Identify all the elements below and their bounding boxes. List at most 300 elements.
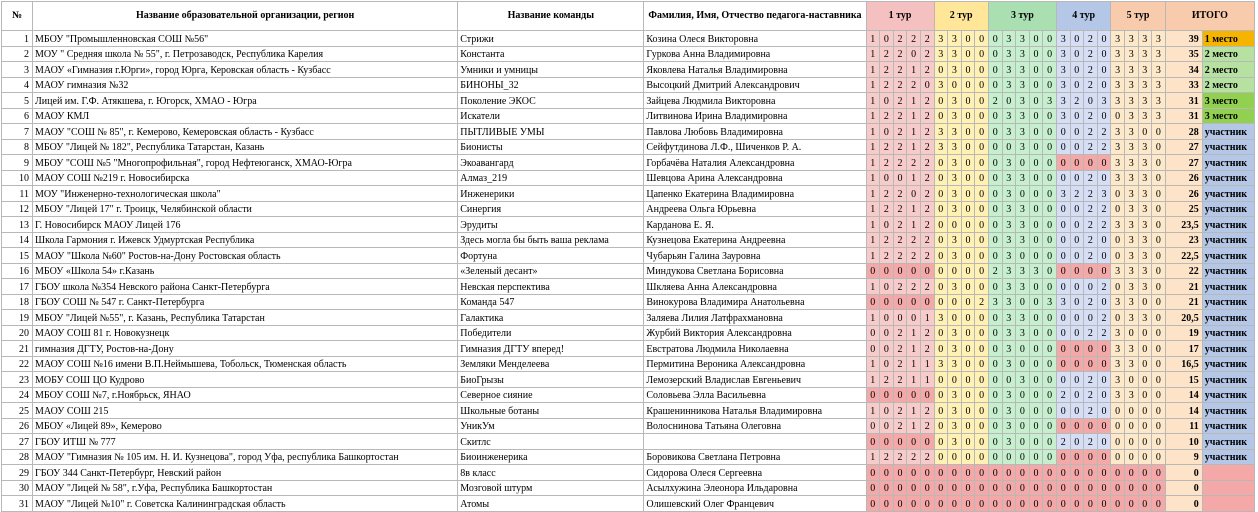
- score-tour-4[interactable]: 2: [1084, 186, 1098, 202]
- teacher-cell[interactable]: Андреева Ольга Юрьевна: [644, 201, 866, 217]
- score-tour-1[interactable]: 2: [920, 449, 934, 465]
- score-tour-3[interactable]: 0: [1043, 465, 1057, 481]
- org-cell[interactable]: ГБОУ школа №354 Невского района Санкт-Петербурга: [33, 279, 458, 295]
- score-tour-2[interactable]: 0: [975, 155, 989, 171]
- header-teacher[interactable]: Фамилия, Имя, Отчество педагога-наставника: [644, 2, 866, 31]
- score-tour-1[interactable]: 0: [866, 263, 880, 279]
- score-tour-2[interactable]: 0: [934, 232, 948, 248]
- score-tour-4[interactable]: 3: [1056, 31, 1070, 47]
- score-tour-5[interactable]: 3: [1124, 201, 1138, 217]
- score-tour-5[interactable]: 0: [1152, 263, 1166, 279]
- score-tour-3[interactable]: 0: [1029, 248, 1043, 264]
- score-tour-4[interactable]: 0: [1056, 124, 1070, 140]
- total-cell[interactable]: 23: [1165, 232, 1202, 248]
- score-tour-1[interactable]: 2: [893, 62, 907, 78]
- row-number[interactable]: 17: [2, 279, 33, 295]
- score-tour-3[interactable]: 0: [1002, 496, 1016, 512]
- org-cell[interactable]: МБОУ "Промышленновская СОШ №56": [33, 31, 458, 47]
- total-cell[interactable]: 31: [1165, 108, 1202, 124]
- score-tour-5[interactable]: 0: [1111, 201, 1125, 217]
- score-tour-4[interactable]: 0: [1084, 496, 1098, 512]
- score-tour-3[interactable]: 3: [1016, 108, 1030, 124]
- score-tour-3[interactable]: 0: [1029, 465, 1043, 481]
- score-tour-2[interactable]: 0: [975, 186, 989, 202]
- score-tour-5[interactable]: 0: [1138, 124, 1152, 140]
- score-tour-1[interactable]: 0: [920, 263, 934, 279]
- total-cell[interactable]: 26: [1165, 186, 1202, 202]
- place-badge[interactable]: участник: [1202, 449, 1254, 465]
- score-tour-5[interactable]: 0: [1111, 310, 1125, 326]
- score-tour-4[interactable]: 3: [1056, 62, 1070, 78]
- score-tour-3[interactable]: 0: [1043, 449, 1057, 465]
- score-tour-3[interactable]: 0: [988, 46, 1002, 62]
- score-tour-5[interactable]: 0: [1152, 279, 1166, 295]
- org-cell[interactable]: МАОУ СОШ №219 г. Новосибирска: [33, 170, 458, 186]
- score-tour-2[interactable]: 3: [948, 31, 962, 47]
- score-tour-4[interactable]: 0: [1084, 93, 1098, 109]
- total-cell[interactable]: 21: [1165, 279, 1202, 295]
- score-tour-2[interactable]: 0: [934, 449, 948, 465]
- score-tour-5[interactable]: 3: [1124, 263, 1138, 279]
- score-tour-4[interactable]: 3: [1097, 186, 1111, 202]
- score-tour-1[interactable]: 2: [907, 279, 921, 295]
- score-tour-3[interactable]: 0: [988, 341, 1002, 357]
- score-tour-2[interactable]: 3: [934, 139, 948, 155]
- total-cell[interactable]: 33: [1165, 77, 1202, 93]
- team-cell[interactable]: Эрудиты: [458, 217, 644, 233]
- score-tour-4[interactable]: 0: [1070, 155, 1084, 171]
- score-tour-3[interactable]: 0: [1029, 418, 1043, 434]
- place-badge[interactable]: участник: [1202, 356, 1254, 372]
- row-number[interactable]: 31: [2, 496, 33, 512]
- score-tour-3[interactable]: 0: [988, 62, 1002, 78]
- score-tour-4[interactable]: 0: [1097, 387, 1111, 403]
- score-tour-5[interactable]: 3: [1138, 201, 1152, 217]
- score-tour-5[interactable]: 0: [1111, 449, 1125, 465]
- score-tour-1[interactable]: 2: [920, 217, 934, 233]
- score-tour-2[interactable]: 0: [961, 356, 975, 372]
- score-tour-1[interactable]: 0: [880, 496, 894, 512]
- teacher-cell[interactable]: Заляева Лилия Латфрахмановна: [644, 310, 866, 326]
- team-cell[interactable]: Экоавангард: [458, 155, 644, 171]
- score-tour-2[interactable]: 2: [975, 294, 989, 310]
- score-tour-5[interactable]: 0: [1138, 496, 1152, 512]
- header-tour-4[interactable]: 4 тур: [1056, 2, 1110, 31]
- score-tour-4[interactable]: 3: [1056, 294, 1070, 310]
- score-tour-3[interactable]: 0: [1016, 341, 1030, 357]
- score-tour-5[interactable]: 3: [1138, 31, 1152, 47]
- score-tour-5[interactable]: 0: [1138, 449, 1152, 465]
- score-tour-2[interactable]: 0: [975, 418, 989, 434]
- score-tour-4[interactable]: 0: [1070, 217, 1084, 233]
- score-tour-2[interactable]: 0: [948, 310, 962, 326]
- score-tour-3[interactable]: 0: [1029, 449, 1043, 465]
- score-tour-5[interactable]: 3: [1124, 170, 1138, 186]
- row-number[interactable]: 24: [2, 387, 33, 403]
- score-tour-2[interactable]: 0: [975, 356, 989, 372]
- score-tour-2[interactable]: 3: [948, 139, 962, 155]
- score-tour-3[interactable]: 0: [1043, 372, 1057, 388]
- score-tour-1[interactable]: 0: [866, 465, 880, 481]
- score-tour-1[interactable]: 0: [880, 403, 894, 419]
- score-tour-3[interactable]: 0: [988, 480, 1002, 496]
- score-tour-1[interactable]: 1: [866, 248, 880, 264]
- score-tour-3[interactable]: 0: [1043, 248, 1057, 264]
- team-cell[interactable]: Здесь могла бы быть ваша реклама: [458, 232, 644, 248]
- score-tour-3[interactable]: 0: [988, 201, 1002, 217]
- score-tour-2[interactable]: 0: [961, 170, 975, 186]
- teacher-cell[interactable]: Крашенинникова Наталья Владимировна: [644, 403, 866, 419]
- score-tour-3[interactable]: 0: [988, 372, 1002, 388]
- score-tour-4[interactable]: 0: [1097, 480, 1111, 496]
- row-number[interactable]: 14: [2, 232, 33, 248]
- score-tour-4[interactable]: 0: [1084, 449, 1098, 465]
- score-tour-4[interactable]: 0: [1070, 232, 1084, 248]
- header-tour-2[interactable]: 2 тур: [934, 2, 988, 31]
- score-tour-3[interactable]: 3: [1016, 325, 1030, 341]
- score-tour-5[interactable]: 0: [1152, 496, 1166, 512]
- score-tour-3[interactable]: 3: [1016, 139, 1030, 155]
- score-tour-5[interactable]: 0: [1152, 356, 1166, 372]
- score-tour-5[interactable]: 3: [1138, 139, 1152, 155]
- score-tour-2[interactable]: 0: [975, 201, 989, 217]
- score-tour-2[interactable]: 0: [961, 449, 975, 465]
- score-tour-3[interactable]: 0: [988, 449, 1002, 465]
- score-tour-3[interactable]: 2: [988, 263, 1002, 279]
- score-tour-3[interactable]: 0: [1029, 403, 1043, 419]
- header-tour-3[interactable]: 3 тур: [988, 2, 1056, 31]
- score-tour-4[interactable]: 0: [1097, 403, 1111, 419]
- header-org[interactable]: Название образовательной организации, регион: [33, 2, 458, 31]
- score-tour-4[interactable]: 2: [1084, 217, 1098, 233]
- score-tour-5[interactable]: 0: [1111, 465, 1125, 481]
- score-tour-5[interactable]: 0: [1124, 403, 1138, 419]
- score-tour-5[interactable]: 0: [1124, 449, 1138, 465]
- org-cell[interactable]: МАОУ "Лицей № 58", г.Уфа, Республика Башкортостан: [33, 480, 458, 496]
- score-tour-4[interactable]: 2: [1070, 186, 1084, 202]
- place-badge[interactable]: 2 место: [1202, 62, 1254, 78]
- score-tour-4[interactable]: 0: [1056, 170, 1070, 186]
- score-tour-3[interactable]: 0: [1043, 418, 1057, 434]
- score-tour-1[interactable]: 1: [907, 93, 921, 109]
- score-tour-4[interactable]: 0: [1070, 279, 1084, 295]
- score-tour-4[interactable]: 2: [1084, 248, 1098, 264]
- score-tour-4[interactable]: 2: [1097, 139, 1111, 155]
- score-tour-1[interactable]: 1: [866, 46, 880, 62]
- score-tour-3[interactable]: 0: [1029, 496, 1043, 512]
- score-tour-3[interactable]: 0: [1043, 496, 1057, 512]
- place-badge[interactable]: участник: [1202, 139, 1254, 155]
- score-tour-3[interactable]: 3: [1002, 403, 1016, 419]
- row-number[interactable]: 10: [2, 170, 33, 186]
- score-tour-1[interactable]: 2: [920, 108, 934, 124]
- score-tour-4[interactable]: 2: [1097, 310, 1111, 326]
- score-tour-1[interactable]: 2: [907, 232, 921, 248]
- score-tour-4[interactable]: 2: [1084, 201, 1098, 217]
- place-badge[interactable]: 3 место: [1202, 108, 1254, 124]
- score-tour-1[interactable]: 1: [866, 77, 880, 93]
- place-badge[interactable]: участник: [1202, 310, 1254, 326]
- score-tour-3[interactable]: 3: [1016, 232, 1030, 248]
- total-cell[interactable]: 28: [1165, 124, 1202, 140]
- score-tour-1[interactable]: 2: [880, 372, 894, 388]
- score-tour-2[interactable]: 0: [961, 93, 975, 109]
- score-tour-2[interactable]: 0: [934, 480, 948, 496]
- total-cell[interactable]: 27: [1165, 139, 1202, 155]
- teacher-cell[interactable]: Олишевский Олег Францевич: [644, 496, 866, 512]
- score-tour-1[interactable]: 1: [907, 217, 921, 233]
- score-tour-3[interactable]: 0: [988, 170, 1002, 186]
- score-tour-2[interactable]: 0: [948, 263, 962, 279]
- score-tour-2[interactable]: 0: [975, 496, 989, 512]
- score-tour-3[interactable]: 0: [988, 31, 1002, 47]
- score-tour-3[interactable]: 3: [1016, 124, 1030, 140]
- score-tour-1[interactable]: 1: [866, 31, 880, 47]
- score-tour-1[interactable]: 2: [880, 62, 894, 78]
- score-tour-1[interactable]: 1: [866, 356, 880, 372]
- place-badge[interactable]: участник: [1202, 186, 1254, 202]
- score-tour-3[interactable]: 3: [1002, 62, 1016, 78]
- score-tour-4[interactable]: 0: [1097, 46, 1111, 62]
- teacher-cell[interactable]: Высоцкий Дмитрий Александрович: [644, 77, 866, 93]
- score-tour-2[interactable]: 0: [934, 496, 948, 512]
- score-tour-3[interactable]: 0: [1016, 294, 1030, 310]
- score-tour-3[interactable]: 3: [1002, 155, 1016, 171]
- score-tour-3[interactable]: 0: [1043, 217, 1057, 233]
- score-tour-5[interactable]: 0: [1138, 434, 1152, 450]
- score-tour-1[interactable]: 2: [907, 31, 921, 47]
- score-tour-1[interactable]: 0: [893, 434, 907, 450]
- score-tour-4[interactable]: 0: [1056, 341, 1070, 357]
- score-tour-3[interactable]: 0: [1029, 294, 1043, 310]
- score-tour-1[interactable]: 0: [907, 387, 921, 403]
- score-tour-4[interactable]: 0: [1097, 62, 1111, 78]
- total-cell[interactable]: 16,5: [1165, 356, 1202, 372]
- score-tour-1[interactable]: 1: [866, 201, 880, 217]
- score-tour-5[interactable]: 3: [1138, 279, 1152, 295]
- score-tour-1[interactable]: 0: [866, 480, 880, 496]
- score-tour-2[interactable]: 0: [934, 93, 948, 109]
- score-tour-3[interactable]: 0: [1029, 387, 1043, 403]
- score-tour-1[interactable]: 2: [920, 232, 934, 248]
- header-itogo[interactable]: ИТОГО: [1165, 2, 1254, 31]
- place-badge[interactable]: участник: [1202, 232, 1254, 248]
- score-tour-1[interactable]: 0: [880, 170, 894, 186]
- score-tour-2[interactable]: 3: [948, 108, 962, 124]
- score-tour-3[interactable]: 0: [1029, 310, 1043, 326]
- score-tour-3[interactable]: 0: [988, 310, 1002, 326]
- score-tour-2[interactable]: 0: [934, 294, 948, 310]
- team-cell[interactable]: Земляки Менделеева: [458, 356, 644, 372]
- score-tour-4[interactable]: 0: [1070, 294, 1084, 310]
- score-tour-2[interactable]: 0: [934, 201, 948, 217]
- score-tour-4[interactable]: 0: [1070, 341, 1084, 357]
- score-tour-3[interactable]: 3: [1002, 108, 1016, 124]
- score-tour-1[interactable]: 2: [880, 248, 894, 264]
- score-tour-1[interactable]: 0: [907, 263, 921, 279]
- score-tour-2[interactable]: 0: [961, 372, 975, 388]
- row-number[interactable]: 21: [2, 341, 33, 357]
- score-tour-4[interactable]: 0: [1084, 341, 1098, 357]
- score-tour-2[interactable]: 3: [948, 325, 962, 341]
- total-cell[interactable]: 14: [1165, 403, 1202, 419]
- score-tour-5[interactable]: 3: [1111, 46, 1125, 62]
- score-tour-5[interactable]: 3: [1124, 77, 1138, 93]
- score-tour-4[interactable]: 2: [1097, 325, 1111, 341]
- row-number[interactable]: 4: [2, 77, 33, 93]
- score-tour-3[interactable]: 0: [988, 186, 1002, 202]
- teacher-cell[interactable]: Сейфутдинова Л.Ф., Шиченков Р. А.: [644, 139, 866, 155]
- score-tour-2[interactable]: 3: [948, 155, 962, 171]
- score-tour-5[interactable]: 3: [1138, 310, 1152, 326]
- score-tour-2[interactable]: 0: [934, 279, 948, 295]
- score-tour-3[interactable]: 3: [1002, 341, 1016, 357]
- score-tour-2[interactable]: 0: [961, 465, 975, 481]
- score-tour-5[interactable]: 3: [1124, 341, 1138, 357]
- row-number[interactable]: 8: [2, 139, 33, 155]
- score-tour-5[interactable]: 3: [1152, 77, 1166, 93]
- score-tour-3[interactable]: 0: [1029, 341, 1043, 357]
- total-cell[interactable]: 19: [1165, 325, 1202, 341]
- score-tour-4[interactable]: 0: [1070, 449, 1084, 465]
- score-tour-1[interactable]: 0: [866, 496, 880, 512]
- score-tour-2[interactable]: 0: [934, 434, 948, 450]
- score-tour-5[interactable]: 3: [1124, 387, 1138, 403]
- score-tour-1[interactable]: 0: [893, 170, 907, 186]
- team-cell[interactable]: Умники и умницы: [458, 62, 644, 78]
- row-number[interactable]: 27: [2, 434, 33, 450]
- score-tour-5[interactable]: 3: [1138, 232, 1152, 248]
- score-tour-2[interactable]: 0: [961, 201, 975, 217]
- score-tour-5[interactable]: 3: [1111, 294, 1125, 310]
- score-tour-2[interactable]: 3: [948, 62, 962, 78]
- score-tour-4[interactable]: 0: [1070, 62, 1084, 78]
- score-tour-4[interactable]: 0: [1070, 108, 1084, 124]
- score-tour-4[interactable]: 0: [1056, 310, 1070, 326]
- score-tour-3[interactable]: 0: [1043, 186, 1057, 202]
- score-tour-3[interactable]: 0: [1029, 434, 1043, 450]
- score-tour-5[interactable]: 0: [1138, 480, 1152, 496]
- score-tour-3[interactable]: 0: [1016, 418, 1030, 434]
- score-tour-4[interactable]: 0: [1097, 356, 1111, 372]
- score-tour-1[interactable]: 2: [893, 155, 907, 171]
- score-tour-3[interactable]: 0: [1016, 248, 1030, 264]
- score-tour-1[interactable]: 0: [893, 263, 907, 279]
- score-tour-3[interactable]: 3: [1002, 263, 1016, 279]
- score-tour-1[interactable]: 2: [920, 418, 934, 434]
- team-cell[interactable]: Невская перспектива: [458, 279, 644, 295]
- score-tour-5[interactable]: 3: [1111, 341, 1125, 357]
- score-tour-4[interactable]: 3: [1097, 93, 1111, 109]
- score-tour-1[interactable]: 1: [866, 403, 880, 419]
- score-tour-5[interactable]: 0: [1152, 294, 1166, 310]
- score-tour-3[interactable]: 0: [1029, 77, 1043, 93]
- score-tour-3[interactable]: 3: [1016, 170, 1030, 186]
- place-badge[interactable]: участник: [1202, 403, 1254, 419]
- team-cell[interactable]: 8в класс: [458, 465, 644, 481]
- score-tour-1[interactable]: 0: [866, 418, 880, 434]
- score-tour-1[interactable]: 2: [880, 186, 894, 202]
- score-tour-3[interactable]: 0: [988, 124, 1002, 140]
- score-tour-1[interactable]: 0: [907, 46, 921, 62]
- score-tour-2[interactable]: 0: [961, 310, 975, 326]
- org-cell[interactable]: МАОУ "Лицей №10" г. Советска Калининградская область: [33, 496, 458, 512]
- teacher-cell[interactable]: Гуркова Анна Владимировна: [644, 46, 866, 62]
- score-tour-5[interactable]: 3: [1138, 263, 1152, 279]
- score-tour-4[interactable]: 2: [1084, 31, 1098, 47]
- score-tour-1[interactable]: 0: [893, 480, 907, 496]
- score-tour-5[interactable]: 0: [1124, 496, 1138, 512]
- org-cell[interactable]: МБОУ "Лицей №55", г. Казань, Республика Татарстан: [33, 310, 458, 326]
- score-tour-1[interactable]: 1: [866, 372, 880, 388]
- score-tour-4[interactable]: 0: [1084, 155, 1098, 171]
- score-tour-2[interactable]: 0: [975, 310, 989, 326]
- score-tour-3[interactable]: 0: [1043, 356, 1057, 372]
- score-tour-1[interactable]: 2: [893, 93, 907, 109]
- score-tour-4[interactable]: 0: [1070, 263, 1084, 279]
- score-tour-4[interactable]: 0: [1070, 372, 1084, 388]
- score-tour-3[interactable]: 0: [988, 155, 1002, 171]
- score-tour-2[interactable]: 0: [975, 403, 989, 419]
- score-tour-2[interactable]: 0: [975, 387, 989, 403]
- score-tour-5[interactable]: 3: [1138, 46, 1152, 62]
- score-tour-4[interactable]: 0: [1070, 31, 1084, 47]
- team-cell[interactable]: Скитлс: [458, 434, 644, 450]
- score-tour-1[interactable]: 2: [920, 341, 934, 357]
- row-number[interactable]: 16: [2, 263, 33, 279]
- score-tour-3[interactable]: 0: [988, 232, 1002, 248]
- score-tour-2[interactable]: 3: [948, 124, 962, 140]
- score-tour-5[interactable]: 0: [1152, 248, 1166, 264]
- score-tour-5[interactable]: 0: [1138, 418, 1152, 434]
- header-team[interactable]: Название команды: [458, 2, 644, 31]
- score-tour-2[interactable]: 3: [948, 201, 962, 217]
- score-tour-3[interactable]: 0: [1043, 325, 1057, 341]
- score-tour-2[interactable]: 3: [934, 356, 948, 372]
- score-tour-5[interactable]: 0: [1152, 372, 1166, 388]
- score-tour-3[interactable]: 0: [1002, 372, 1016, 388]
- score-tour-5[interactable]: 3: [1152, 31, 1166, 47]
- score-tour-5[interactable]: 0: [1152, 341, 1166, 357]
- score-tour-1[interactable]: 2: [893, 201, 907, 217]
- score-tour-5[interactable]: 3: [1138, 155, 1152, 171]
- score-tour-1[interactable]: 2: [880, 139, 894, 155]
- score-tour-3[interactable]: 0: [1043, 170, 1057, 186]
- score-tour-2[interactable]: 0: [975, 341, 989, 357]
- score-tour-4[interactable]: 0: [1056, 418, 1070, 434]
- org-cell[interactable]: Г. Новосибирск МАОУ Лицей 176: [33, 217, 458, 233]
- score-tour-3[interactable]: 0: [1016, 387, 1030, 403]
- score-tour-3[interactable]: 3: [1002, 232, 1016, 248]
- total-cell[interactable]: 22,5: [1165, 248, 1202, 264]
- score-tour-2[interactable]: 0: [961, 31, 975, 47]
- score-tour-3[interactable]: 3: [1029, 263, 1043, 279]
- score-tour-2[interactable]: 0: [961, 325, 975, 341]
- row-number[interactable]: 25: [2, 403, 33, 419]
- place-badge[interactable]: участник: [1202, 201, 1254, 217]
- score-tour-4[interactable]: 0: [1097, 449, 1111, 465]
- org-cell[interactable]: МАОУ гимназия №32: [33, 77, 458, 93]
- score-tour-1[interactable]: 1: [866, 108, 880, 124]
- score-tour-4[interactable]: 0: [1056, 263, 1070, 279]
- score-tour-3[interactable]: 0: [1043, 201, 1057, 217]
- place-badge[interactable]: участник: [1202, 372, 1254, 388]
- score-tour-1[interactable]: 2: [920, 124, 934, 140]
- total-cell[interactable]: 23,5: [1165, 217, 1202, 233]
- score-tour-3[interactable]: 0: [1043, 263, 1057, 279]
- team-cell[interactable]: БИНОНЫ_32: [458, 77, 644, 93]
- place-badge[interactable]: участник: [1202, 434, 1254, 450]
